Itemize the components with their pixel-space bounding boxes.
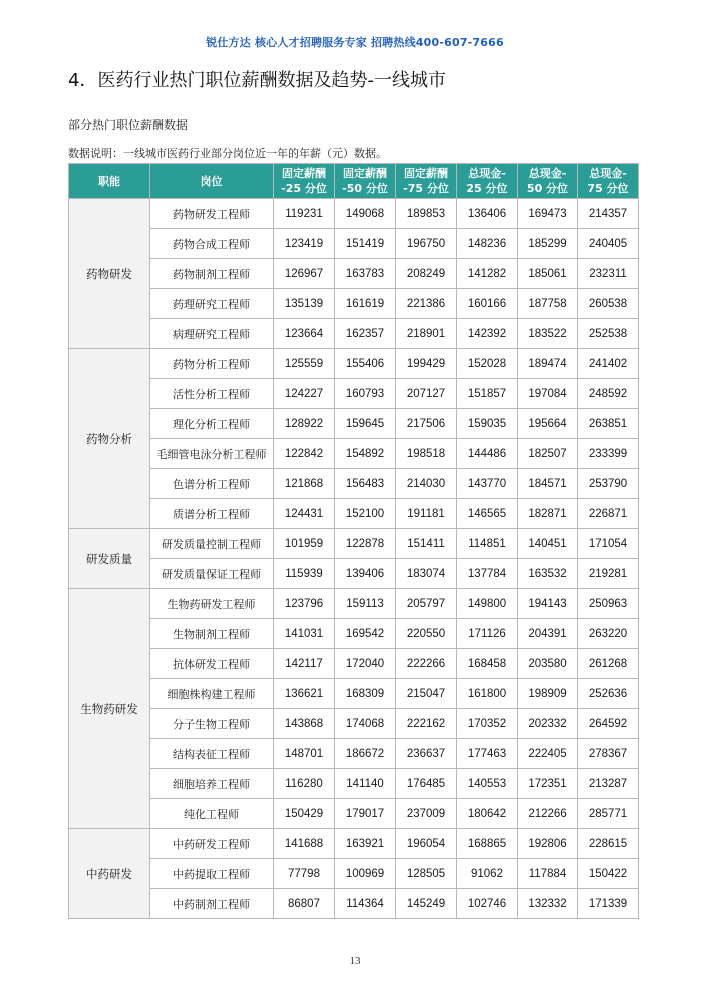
salary-value-cell: 264592 — [578, 709, 639, 739]
table-row — [69, 499, 639, 529]
salary-value-cell: 144486 — [457, 439, 518, 469]
salary-value-cell: 119231 — [274, 199, 335, 229]
salary-value-cell: 159645 — [335, 409, 396, 439]
salary-value-cell: 252636 — [578, 679, 639, 709]
table-body — [69, 199, 639, 919]
salary-value-cell: 155406 — [335, 349, 396, 379]
salary-value-cell: 156483 — [335, 469, 396, 499]
table-row — [69, 289, 639, 319]
salary-value-cell: 159113 — [335, 589, 396, 619]
data-note: 数据说明：一线城市医药行业部分岗位近一年的年薪（元）数据。 — [68, 147, 387, 160]
salary-value-cell: 199429 — [396, 349, 457, 379]
col-header-cash-75: 总现金- 75 分位 — [578, 164, 639, 199]
salary-value-cell: 171126 — [457, 619, 518, 649]
salary-value-cell: 135139 — [274, 289, 335, 319]
salary-value-cell: 128505 — [396, 859, 457, 889]
salary-value-cell: 137784 — [457, 559, 518, 589]
salary-value-cell: 142117 — [274, 649, 335, 679]
table-row — [69, 679, 639, 709]
salary-value-cell: 122878 — [335, 529, 396, 559]
salary-value-cell: 222162 — [396, 709, 457, 739]
position-cell: 病理研究工程师 — [150, 319, 274, 349]
salary-value-cell: 176485 — [396, 769, 457, 799]
col-header-fixed-25: 固定薪酬 -25 分位 — [274, 164, 335, 199]
position-cell: 中药提取工程师 — [150, 859, 274, 889]
salary-value-cell: 226871 — [578, 499, 639, 529]
salary-value-cell: 189853 — [396, 199, 457, 229]
salary-value-cell: 202332 — [518, 709, 578, 739]
table-row — [69, 859, 639, 889]
salary-value-cell: 150422 — [578, 859, 639, 889]
table-row — [69, 649, 639, 679]
salary-value-cell: 169542 — [335, 619, 396, 649]
salary-value-cell: 114364 — [335, 889, 396, 919]
salary-value-cell: 141688 — [274, 829, 335, 859]
salary-value-cell: 163783 — [335, 259, 396, 289]
salary-value-cell: 233399 — [578, 439, 639, 469]
salary-value-cell: 183522 — [518, 319, 578, 349]
salary-value-cell: 187758 — [518, 289, 578, 319]
table-row — [69, 709, 639, 739]
salary-value-cell: 218901 — [396, 319, 457, 349]
salary-value-cell: 260538 — [578, 289, 639, 319]
table-row — [69, 589, 639, 619]
salary-value-cell: 185299 — [518, 229, 578, 259]
salary-value-cell: 214030 — [396, 469, 457, 499]
salary-value-cell: 136406 — [457, 199, 518, 229]
salary-value-cell: 150429 — [274, 799, 335, 829]
salary-value-cell: 121868 — [274, 469, 335, 499]
position-cell: 毛细管电泳分析工程师 — [150, 439, 274, 469]
salary-value-cell: 171339 — [578, 889, 639, 919]
salary-value-cell: 136621 — [274, 679, 335, 709]
salary-value-cell: 219281 — [578, 559, 639, 589]
salary-value-cell: 194143 — [518, 589, 578, 619]
salary-value-cell: 143770 — [457, 469, 518, 499]
position-cell: 药物合成工程师 — [150, 229, 274, 259]
salary-value-cell: 143868 — [274, 709, 335, 739]
salary-value-cell: 215047 — [396, 679, 457, 709]
position-cell: 研发质量控制工程师 — [150, 529, 274, 559]
salary-value-cell: 160166 — [457, 289, 518, 319]
salary-value-cell: 91062 — [457, 859, 518, 889]
col-header-fixed-75: 固定薪酬 -75 分位 — [396, 164, 457, 199]
salary-value-cell: 168458 — [457, 649, 518, 679]
salary-value-cell: 203580 — [518, 649, 578, 679]
salary-value-cell: 222405 — [518, 739, 578, 769]
salary-value-cell: 172040 — [335, 649, 396, 679]
salary-value-cell: 116280 — [274, 769, 335, 799]
salary-value-cell: 151419 — [335, 229, 396, 259]
col-header-function: 职能 — [69, 164, 150, 199]
salary-value-cell: 168865 — [457, 829, 518, 859]
position-cell: 中药研发工程师 — [150, 829, 274, 859]
salary-value-cell: 253790 — [578, 469, 639, 499]
salary-value-cell: 168309 — [335, 679, 396, 709]
table-row — [69, 469, 639, 499]
salary-value-cell: 177463 — [457, 739, 518, 769]
salary-value-cell: 213287 — [578, 769, 639, 799]
salary-value-cell: 163532 — [518, 559, 578, 589]
table-row — [69, 349, 639, 379]
position-cell: 中药制剂工程师 — [150, 889, 274, 919]
salary-value-cell: 171054 — [578, 529, 639, 559]
salary-value-cell: 172351 — [518, 769, 578, 799]
salary-value-cell: 197084 — [518, 379, 578, 409]
salary-value-cell: 186672 — [335, 739, 396, 769]
salary-value-cell: 278367 — [578, 739, 639, 769]
page-number: 13 — [349, 955, 361, 967]
salary-value-cell: 123796 — [274, 589, 335, 619]
salary-value-cell: 128922 — [274, 409, 335, 439]
salary-value-cell: 163921 — [335, 829, 396, 859]
salary-value-cell: 285771 — [578, 799, 639, 829]
salary-value-cell: 204391 — [518, 619, 578, 649]
salary-value-cell: 140451 — [518, 529, 578, 559]
salary-value-cell: 208249 — [396, 259, 457, 289]
position-cell: 结构表征工程师 — [150, 739, 274, 769]
position-cell: 药物制剂工程师 — [150, 259, 274, 289]
table-row — [69, 409, 639, 439]
table-row — [69, 829, 639, 859]
position-cell: 活性分析工程师 — [150, 379, 274, 409]
salary-value-cell: 86807 — [274, 889, 335, 919]
section-title: 4．医药行业热门职位薪酬数据及趋势-一线城市 — [68, 70, 446, 91]
salary-value-cell: 151411 — [396, 529, 457, 559]
salary-value-cell: 198909 — [518, 679, 578, 709]
position-cell: 细胞株构建工程师 — [150, 679, 274, 709]
col-header-cash-50: 总现金- 50 分位 — [518, 164, 578, 199]
col-header-fixed-50: 固定薪酬 -50 分位 — [335, 164, 396, 199]
salary-value-cell: 184571 — [518, 469, 578, 499]
position-cell: 生物制剂工程师 — [150, 619, 274, 649]
position-cell: 分子生物工程师 — [150, 709, 274, 739]
salary-value-cell: 261268 — [578, 649, 639, 679]
table-row — [69, 559, 639, 589]
salary-value-cell: 180642 — [457, 799, 518, 829]
position-cell: 药物分析工程师 — [150, 349, 274, 379]
salary-value-cell: 146565 — [457, 499, 518, 529]
salary-value-cell: 237009 — [396, 799, 457, 829]
salary-value-cell: 221386 — [396, 289, 457, 319]
salary-table — [68, 163, 639, 919]
salary-value-cell: 195664 — [518, 409, 578, 439]
function-cell: 中药研发 — [69, 829, 150, 919]
salary-value-cell: 240405 — [578, 229, 639, 259]
salary-value-cell: 139406 — [335, 559, 396, 589]
col-header-cash-25: 总现金- 25 分位 — [457, 164, 518, 199]
salary-value-cell: 179017 — [335, 799, 396, 829]
table-row — [69, 199, 639, 229]
salary-value-cell: 196054 — [396, 829, 457, 859]
salary-value-cell: 117884 — [518, 859, 578, 889]
table-row — [69, 619, 639, 649]
salary-value-cell: 174068 — [335, 709, 396, 739]
table-subtitle: 部分热门职位薪酬数据 — [68, 118, 189, 132]
function-cell: 药物研发 — [69, 199, 150, 349]
position-cell: 质谱分析工程师 — [150, 499, 274, 529]
position-cell: 研发质量保证工程师 — [150, 559, 274, 589]
salary-value-cell: 132332 — [518, 889, 578, 919]
salary-value-cell: 248592 — [578, 379, 639, 409]
salary-value-cell: 102746 — [457, 889, 518, 919]
salary-value-cell: 162357 — [335, 319, 396, 349]
salary-value-cell: 263851 — [578, 409, 639, 439]
salary-value-cell: 170352 — [457, 709, 518, 739]
position-cell: 生物药研发工程师 — [150, 589, 274, 619]
salary-value-cell: 161619 — [335, 289, 396, 319]
salary-value-cell: 185061 — [518, 259, 578, 289]
salary-value-cell: 149800 — [457, 589, 518, 619]
position-cell: 纯化工程师 — [150, 799, 274, 829]
salary-value-cell: 205797 — [396, 589, 457, 619]
salary-value-cell: 160793 — [335, 379, 396, 409]
col-header-position: 岗位 — [150, 164, 274, 199]
salary-value-cell: 189474 — [518, 349, 578, 379]
salary-value-cell: 252538 — [578, 319, 639, 349]
salary-value-cell: 154892 — [335, 439, 396, 469]
salary-value-cell: 152100 — [335, 499, 396, 529]
salary-value-cell: 169473 — [518, 199, 578, 229]
salary-value-cell: 149068 — [335, 199, 396, 229]
function-cell: 研发质量 — [69, 529, 150, 589]
salary-value-cell: 125559 — [274, 349, 335, 379]
salary-value-cell: 183074 — [396, 559, 457, 589]
salary-value-cell: 222266 — [396, 649, 457, 679]
salary-value-cell: 241402 — [578, 349, 639, 379]
table-row — [69, 379, 639, 409]
position-cell: 抗体研发工程师 — [150, 649, 274, 679]
salary-value-cell: 159035 — [457, 409, 518, 439]
salary-value-cell: 148236 — [457, 229, 518, 259]
function-cell: 药物分析 — [69, 349, 150, 529]
salary-value-cell: 123419 — [274, 229, 335, 259]
salary-value-cell: 141031 — [274, 619, 335, 649]
position-cell: 理化分析工程师 — [150, 409, 274, 439]
salary-value-cell: 141140 — [335, 769, 396, 799]
salary-value-cell: 182871 — [518, 499, 578, 529]
salary-value-cell: 142392 — [457, 319, 518, 349]
table-header-row — [69, 164, 639, 199]
salary-value-cell: 263220 — [578, 619, 639, 649]
salary-value-cell: 228615 — [578, 829, 639, 859]
salary-value-cell: 151857 — [457, 379, 518, 409]
table-row — [69, 529, 639, 559]
salary-value-cell: 196750 — [396, 229, 457, 259]
salary-value-cell: 198518 — [396, 439, 457, 469]
salary-value-cell: 250963 — [578, 589, 639, 619]
table-row — [69, 739, 639, 769]
salary-value-cell: 161800 — [457, 679, 518, 709]
salary-value-cell: 100969 — [335, 859, 396, 889]
salary-value-cell: 122842 — [274, 439, 335, 469]
table-row — [69, 259, 639, 289]
salary-value-cell: 191181 — [396, 499, 457, 529]
salary-value-cell: 192806 — [518, 829, 578, 859]
salary-value-cell: 115939 — [274, 559, 335, 589]
salary-value-cell: 124431 — [274, 499, 335, 529]
salary-value-cell: 101959 — [274, 529, 335, 559]
salary-value-cell: 114851 — [457, 529, 518, 559]
salary-value-cell: 124227 — [274, 379, 335, 409]
salary-value-cell: 220550 — [396, 619, 457, 649]
table-row — [69, 889, 639, 919]
salary-value-cell: 212266 — [518, 799, 578, 829]
salary-value-cell: 214357 — [578, 199, 639, 229]
salary-value-cell: 217506 — [396, 409, 457, 439]
salary-value-cell: 182507 — [518, 439, 578, 469]
salary-value-cell: 148701 — [274, 739, 335, 769]
recruitment-header: 锐仕方达 核心人才招聘服务专家 招聘热线400-607-7666 — [206, 36, 504, 49]
function-cell: 生物药研发 — [69, 589, 150, 829]
position-cell: 药理研究工程师 — [150, 289, 274, 319]
salary-value-cell: 236637 — [396, 739, 457, 769]
salary-value-cell: 140553 — [457, 769, 518, 799]
salary-value-cell: 141282 — [457, 259, 518, 289]
salary-value-cell: 126967 — [274, 259, 335, 289]
table-row — [69, 229, 639, 259]
position-cell: 色谱分析工程师 — [150, 469, 274, 499]
salary-value-cell: 145249 — [396, 889, 457, 919]
salary-value-cell: 232311 — [578, 259, 639, 289]
salary-value-cell: 123664 — [274, 319, 335, 349]
salary-value-cell: 207127 — [396, 379, 457, 409]
position-cell: 细胞培养工程师 — [150, 769, 274, 799]
salary-value-cell: 152028 — [457, 349, 518, 379]
position-cell: 药物研发工程师 — [150, 199, 274, 229]
salary-value-cell: 77798 — [274, 859, 335, 889]
table-row — [69, 799, 639, 829]
table-row — [69, 769, 639, 799]
table-row — [69, 319, 639, 349]
table-row — [69, 439, 639, 469]
